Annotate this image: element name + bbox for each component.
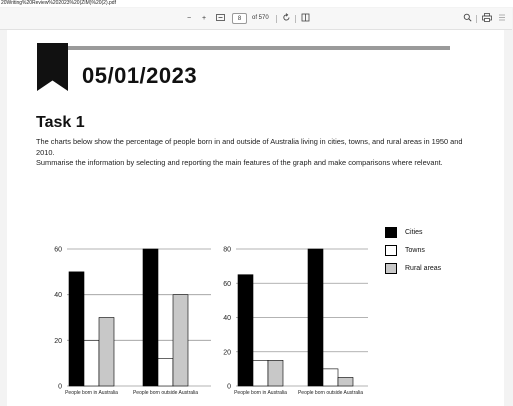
y-tick-label: 60 bbox=[54, 246, 62, 254]
y-tick-label: 40 bbox=[223, 315, 231, 322]
bar-cities bbox=[238, 275, 253, 386]
bar-towns bbox=[253, 360, 268, 386]
bar-cities bbox=[143, 249, 158, 386]
bar-cities bbox=[308, 249, 323, 386]
toolbar-divider bbox=[476, 15, 477, 23]
y-tick-label: 0 bbox=[58, 383, 62, 391]
legend-label-towns: Towns bbox=[405, 247, 425, 254]
rotate-icon bbox=[282, 13, 291, 22]
zoom-in-button[interactable]: + bbox=[201, 15, 207, 22]
print-button[interactable] bbox=[481, 13, 493, 24]
search-button[interactable] bbox=[461, 13, 473, 24]
print-icon bbox=[482, 13, 492, 22]
header-rule bbox=[68, 46, 450, 50]
legend-item-cities bbox=[385, 227, 485, 239]
legend-label-cities: Cities bbox=[405, 229, 423, 236]
bookmark-icon bbox=[37, 43, 68, 91]
legend-label-rural-areas: Rural areas bbox=[405, 265, 442, 272]
task-heading: Task 1 bbox=[36, 114, 85, 131]
page-view-icon bbox=[301, 13, 310, 22]
y-tick-label: 20 bbox=[223, 349, 231, 357]
instructions-line-2: Summarise the information by selecting and reporting the main features of the graph and make comparisons where relevant. bbox=[36, 158, 443, 167]
fit-page-button[interactable] bbox=[214, 13, 226, 24]
pdf-page bbox=[7, 30, 504, 406]
fit-page-icon bbox=[216, 13, 225, 22]
bar-chart-2010 bbox=[218, 215, 381, 396]
legend-item-towns bbox=[385, 245, 485, 257]
more-options-button[interactable] bbox=[496, 13, 508, 24]
page-date: 05/01/2023 bbox=[82, 63, 198, 88]
legend-item-rural-areas bbox=[385, 263, 485, 275]
page-total: of 570 bbox=[252, 15, 269, 21]
toolbar-divider bbox=[295, 15, 296, 23]
bar-chart-1950 bbox=[35, 215, 215, 396]
pdf-toolbar bbox=[0, 8, 512, 30]
page-number-input[interactable]: 8 bbox=[232, 13, 247, 24]
y-tick-label: 80 bbox=[223, 246, 231, 254]
x-tick-label: People born outside Australia bbox=[297, 390, 364, 396]
rotate-button[interactable] bbox=[280, 13, 292, 24]
legend-swatch-rural-areas bbox=[385, 263, 397, 274]
y-tick-label: 20 bbox=[54, 337, 62, 345]
page-view-button[interactable] bbox=[299, 13, 311, 24]
task-instructions bbox=[36, 137, 476, 169]
y-tick-label: 0 bbox=[227, 383, 231, 391]
tab-title[interactable]: 20Writing%20Review%202023%20(ZIM)%20(2).pdf bbox=[0, 0, 513, 7]
bar-towns bbox=[323, 369, 338, 386]
y-tick-label: 60 bbox=[223, 280, 231, 288]
bar-rural-areas bbox=[338, 377, 353, 386]
search-icon bbox=[463, 13, 472, 22]
vertical-scrollbar[interactable] bbox=[506, 30, 512, 406]
menu-icon bbox=[498, 13, 506, 22]
legend-swatch-towns bbox=[385, 245, 397, 256]
bar-rural-areas bbox=[268, 360, 283, 386]
bar-cities bbox=[69, 272, 84, 386]
x-tick-label: People born in Australia bbox=[234, 390, 287, 396]
y-tick-label: 40 bbox=[54, 292, 62, 300]
bar-towns bbox=[84, 340, 99, 386]
toolbar-divider bbox=[276, 15, 277, 23]
x-tick-label: People born outside Australia bbox=[132, 390, 199, 396]
bar-rural-areas bbox=[99, 318, 114, 387]
x-tick-label: People born in Australia bbox=[65, 390, 118, 396]
bar-towns bbox=[158, 359, 173, 386]
legend-swatch-cities bbox=[385, 227, 397, 238]
bar-rural-areas bbox=[173, 295, 188, 386]
instructions-line-1: The charts below show the percentage of people born in and outside of Australia living in cities, towns, and rural areas in 1950 and 2010. bbox=[36, 137, 463, 157]
zoom-out-button[interactable]: − bbox=[186, 15, 192, 22]
